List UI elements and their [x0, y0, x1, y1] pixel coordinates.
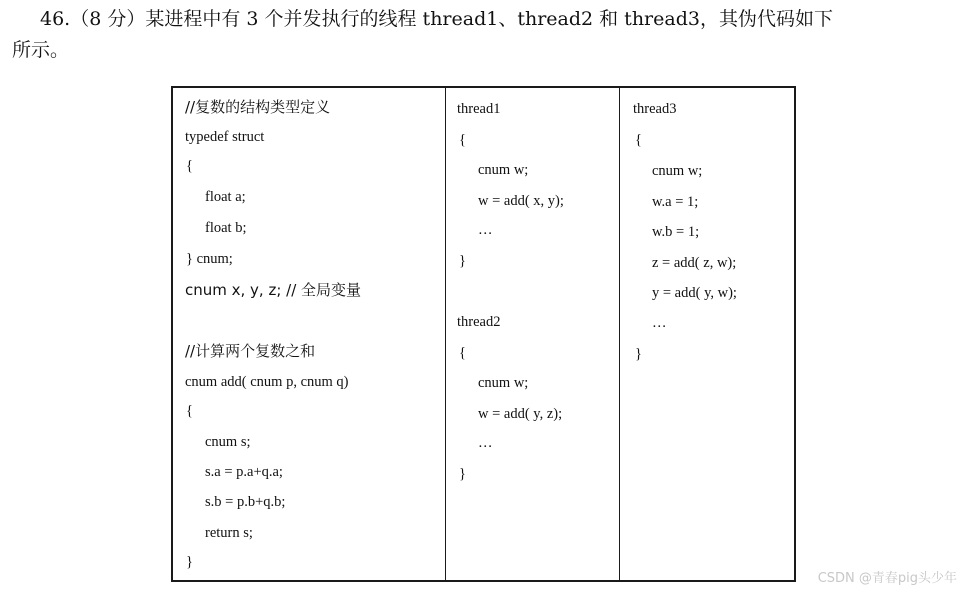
question-line-1: 46.（8 分）某进程中有 3 个并发执行的线程 thread1、thread2 和 thread3，其伪代码如下	[40, 8, 833, 30]
code-line: …	[478, 222, 493, 238]
thread1-thread2-column	[446, 88, 620, 580]
code-line: float a;	[205, 189, 246, 205]
code-line: }	[459, 466, 466, 482]
code-line: w.b = 1;	[652, 224, 700, 240]
code-line: {	[635, 132, 642, 148]
global-variables-line: cnum x, y, z; // 全局变量	[185, 281, 362, 299]
code-line: w = add( x, y);	[478, 193, 564, 209]
question-line-2: 所示。	[12, 39, 70, 61]
code-line: typedef struct	[185, 129, 265, 145]
code-line: float b;	[205, 220, 247, 236]
code-line: cnum w;	[478, 162, 529, 178]
code-line: s.b = p.b+q.b;	[205, 494, 286, 510]
thread3-label: thread3	[633, 101, 677, 117]
code-line: y = add( y, w);	[652, 285, 737, 301]
code-line: cnum w;	[652, 163, 703, 179]
code-line: cnum add( cnum p, cnum q)	[185, 374, 349, 390]
csdn-watermark: CSDN @青春pig头少年	[817, 571, 957, 586]
code-line: {	[186, 158, 193, 174]
code-line: …	[478, 435, 493, 451]
code-line: s.a = p.a+q.a;	[205, 464, 283, 480]
code-line: z = add( z, w);	[652, 255, 737, 271]
code-line: w.a = 1;	[652, 194, 699, 210]
code-line: {	[459, 132, 466, 148]
code-line: w = add( y, z);	[478, 406, 563, 422]
code-line: }	[186, 554, 193, 570]
pseudocode-table	[171, 86, 796, 582]
struct-definition-column	[173, 88, 446, 580]
thread1-label: thread1	[457, 101, 501, 117]
comment-add-function: //计算两个复数之和	[185, 342, 316, 360]
code-line: }	[635, 346, 642, 362]
code-line: } cnum;	[186, 251, 233, 267]
code-line: {	[186, 403, 193, 419]
question-text	[12, 4, 957, 66]
thread3-column	[620, 88, 794, 580]
comment-struct-definition: //复数的结构类型定义	[185, 98, 331, 116]
code-line: cnum s;	[205, 434, 251, 450]
code-line: }	[459, 253, 466, 269]
code-line: …	[652, 315, 667, 331]
code-line: return s;	[205, 525, 253, 541]
code-line: {	[459, 345, 466, 361]
code-line: cnum w;	[478, 375, 529, 391]
thread2-label: thread2	[457, 314, 501, 330]
